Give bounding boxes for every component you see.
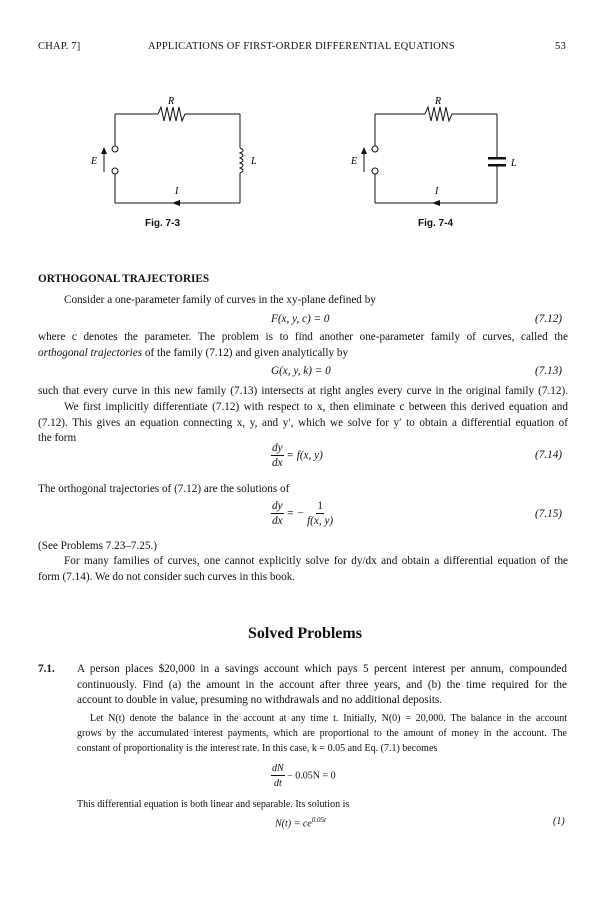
capacitor-label: L xyxy=(511,158,517,169)
solved-problems-heading: Solved Problems xyxy=(248,625,362,642)
paragraph-solutions: The orthogonal trajectories of (7.12) are the solutions of xyxy=(38,483,290,495)
figure-7-3-caption: Fig. 7-3 xyxy=(145,218,181,229)
fraction-numerator: dy xyxy=(272,442,283,454)
fraction-denominator: dt xyxy=(273,778,282,789)
fraction-numerator: 1 xyxy=(317,500,323,512)
figure-7-4-caption: Fig. 7-4 xyxy=(418,218,454,229)
capacitor-plate-top xyxy=(488,157,506,160)
emf-arrow-head xyxy=(101,147,107,154)
fraction-denominator: dx xyxy=(272,457,283,469)
fraction-numerator: dy xyxy=(272,500,283,512)
capacitor-plate-bottom xyxy=(488,164,506,167)
equation-7-14-rhs: = f(x, y) xyxy=(286,449,323,462)
solution-text xyxy=(77,711,567,756)
paragraph-closing xyxy=(38,554,568,585)
orthogonal-trajectories-term: orthogonal trajectories xyxy=(38,346,143,359)
fraction-denominator: dx xyxy=(272,515,283,527)
paragraph-parameter-line-1: where c denotes the parameter. The problem is to find another one-parameter family of curves, called the xyxy=(38,331,568,343)
current-label: I xyxy=(175,186,179,197)
source-label: E xyxy=(351,156,358,167)
equation-7-12-tag: (7.12) xyxy=(535,313,563,325)
problem-number: 7.1. xyxy=(38,663,55,675)
equation-7-14 xyxy=(271,442,323,470)
equation-solution-exponent: 0.05t xyxy=(311,816,326,824)
equation-growth xyxy=(271,762,336,790)
solution-line-2: grows by the accumulated interest payments, which are proportional to the amount of money in the account. The xyxy=(77,728,567,739)
section-heading: ORTHOGONAL TRAJECTORIES xyxy=(38,273,210,285)
figure-7-4-circuit xyxy=(340,90,540,215)
equation-growth-rest: − 0.05N = 0 xyxy=(287,770,336,782)
paragraph-differentiate-line-3: the form xyxy=(38,432,77,444)
fraction-dy-dx xyxy=(271,500,284,528)
current-arrow-head xyxy=(432,200,440,206)
resistor-label: R xyxy=(168,96,175,107)
problem-statement xyxy=(77,662,567,709)
equation-solution xyxy=(275,816,326,829)
figure-7-3-circuit xyxy=(80,90,280,215)
equation-7-12: F(x, y, c) = 0 xyxy=(271,313,330,325)
emf-arrow-head xyxy=(361,147,367,154)
resistor-zigzag xyxy=(158,107,185,121)
equation-solution-lhs: N(t) = ce xyxy=(275,818,312,830)
source-label: E xyxy=(91,156,98,167)
paragraph-differentiate xyxy=(38,400,568,447)
solution-line-4: This differential equation is both linear and separable. Its solution is xyxy=(77,799,350,810)
equation-solution-tag: (1) xyxy=(553,816,565,827)
equation-7-13-tag: (7.13) xyxy=(535,365,563,377)
inductor-label: L xyxy=(251,156,257,167)
resistor-zigzag xyxy=(425,107,452,121)
fraction-reciprocal xyxy=(307,500,333,528)
problem-statement-line-3: account to double in value, presuming no withdrawals and no additional deposits. xyxy=(77,694,443,706)
fraction-numerator: dN xyxy=(272,763,284,774)
see-problems-note: (See Problems 7.23–7.25.) xyxy=(38,540,158,552)
solution-line-3: constant of proportionality is the interest rate. In this case, k = 0.05 and Eq. (7.1) becomes xyxy=(77,743,438,754)
current-arrow-head xyxy=(172,200,180,206)
equation-7-13: G(x, y, k) = 0 xyxy=(271,365,331,377)
resistor-label: R xyxy=(435,96,442,107)
current-label: I xyxy=(435,186,439,197)
fraction-dN-dt xyxy=(271,762,285,790)
equation-7-14-tag: (7.14) xyxy=(535,449,563,461)
paragraph-parameter-line-2 xyxy=(38,346,568,362)
running-head-chapter: CHAP. 7] xyxy=(38,41,81,52)
solution-line-1: Let N(t) denote the balance in the account at any time t. Initially, N(0) = 20,000. The balance in the account xyxy=(90,713,567,724)
problem-statement-line-2: continuously. Find (a) the amount in the account after three years, and (b) the time required for the xyxy=(77,678,567,691)
equation-7-15-equals: = − xyxy=(286,507,305,520)
problem-statement-line-1: A person places $20,000 in a savings account which pays 5 percent interest per annum, compounded xyxy=(77,663,567,675)
paragraph-closing-line-1: For many families of curves, one cannot explicitly solve for dy/dx and obtain a differential equation of the xyxy=(64,555,568,567)
paragraph-intro: Consider a one-parameter family of curves in the xy-plane defined by xyxy=(64,294,376,306)
page-number: 53 xyxy=(555,41,566,52)
paragraph-differentiate-line-1: We first implicitly differentiate (7.12) with respect to x, then eliminate c between this derived equation and xyxy=(64,401,568,413)
running-head-title: APPLICATIONS OF FIRST-ORDER DIFFERENTIAL EQUATIONS xyxy=(148,41,455,52)
paragraph-parameter-line-2-rest: of the family (7.12) and given analytically by xyxy=(142,346,349,359)
terminal-top xyxy=(372,146,378,152)
terminal-top xyxy=(112,146,118,152)
paragraph-closing-line-2: form (7.14). We do not consider such curves in this book. xyxy=(38,570,296,583)
fraction-denominator: f(x, y) xyxy=(307,515,334,527)
equation-7-15-tag: (7.15) xyxy=(535,508,563,520)
terminal-bottom xyxy=(372,168,378,174)
inductor-coil xyxy=(240,148,243,173)
paragraph-parameter xyxy=(38,330,568,361)
paragraph-differentiate-line-2: (7.12). This gives an equation connecting x, y, and y′, which we solve for y′ to obtain a differential equation of xyxy=(38,416,568,429)
paragraph-new-family: such that every curve in this new family (7.13) intersects at right angles every curve in the original family (7.12). xyxy=(38,385,568,397)
fraction-dy-dx xyxy=(271,442,284,470)
equation-7-15 xyxy=(271,500,333,528)
terminal-bottom xyxy=(112,168,118,174)
